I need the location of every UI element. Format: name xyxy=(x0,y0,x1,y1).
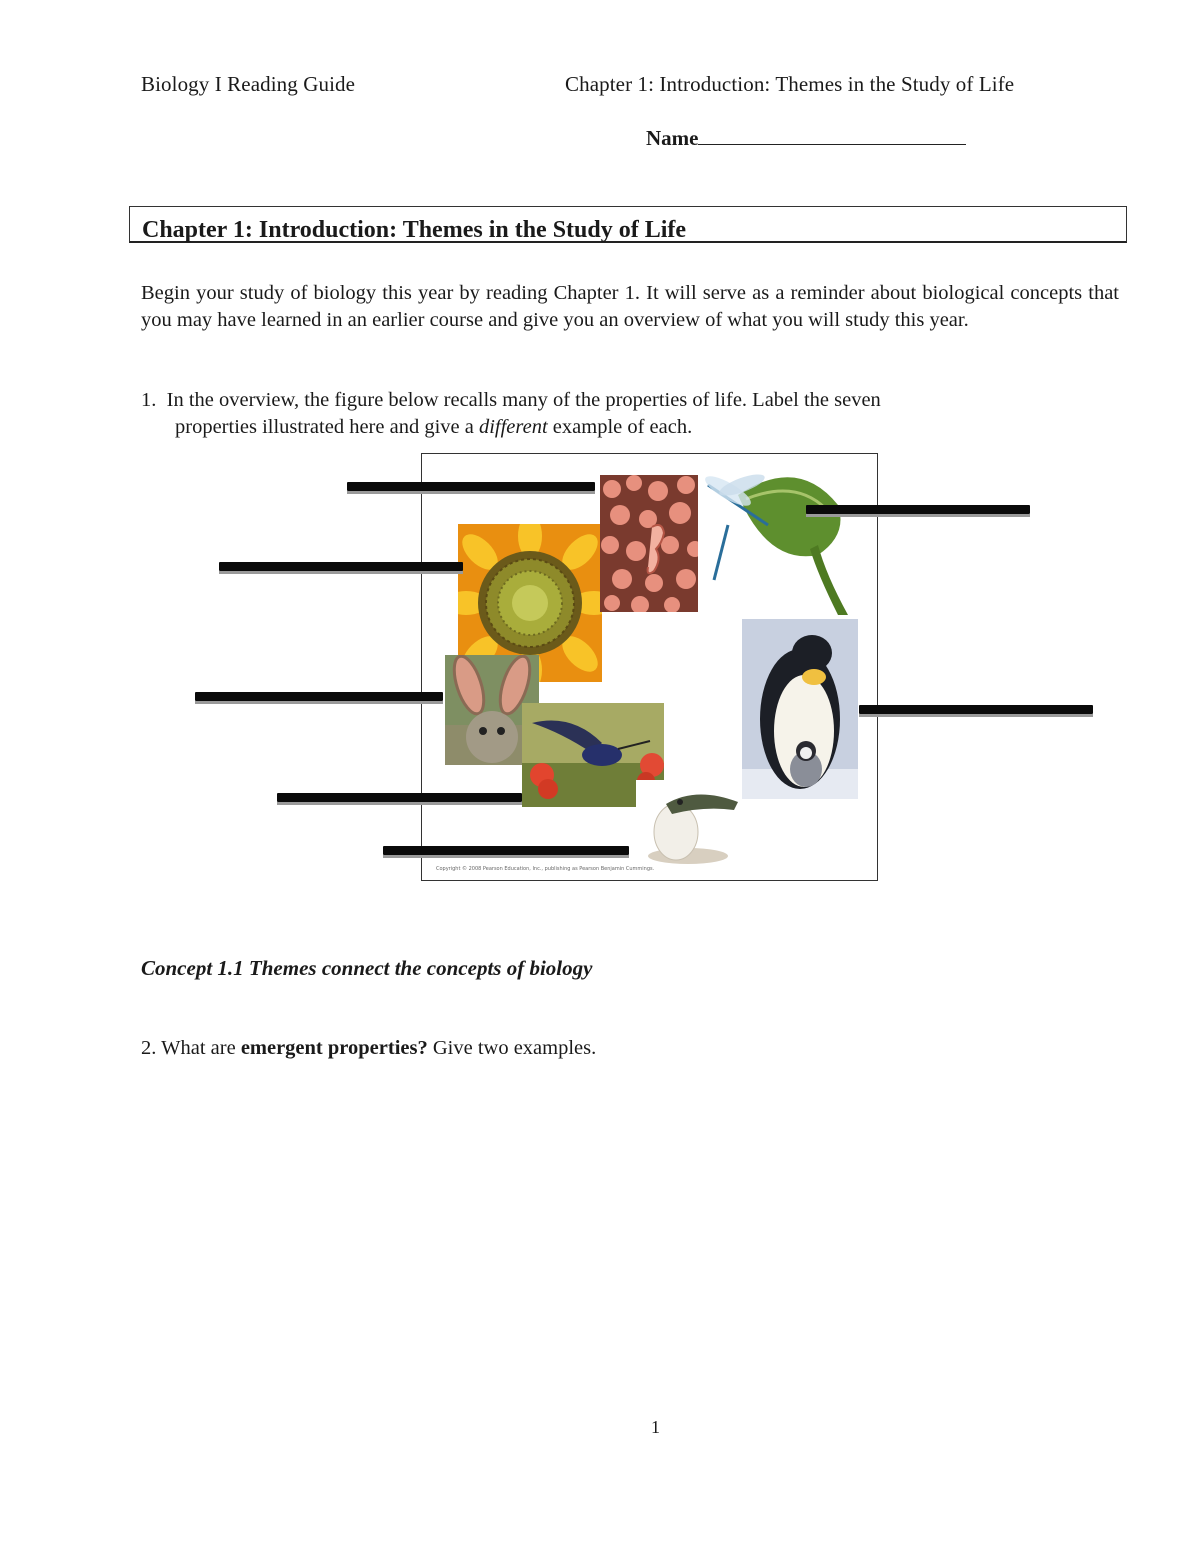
concept-heading: Concept 1.1 Themes connect the concepts of biology xyxy=(141,956,593,980)
label-blank-6[interactable] xyxy=(277,793,522,802)
question-2-prefix: What are xyxy=(161,1037,236,1059)
name-field[interactable] xyxy=(646,126,966,151)
label-blank-3[interactable] xyxy=(219,562,463,571)
label-blank-2[interactable] xyxy=(806,505,1030,514)
figure-copyright: Copyright © 2008 Pearson Education, Inc., publishing as Pearson Benjamin Cummings. xyxy=(436,866,655,872)
question-1-text-c: example of each. xyxy=(552,416,693,438)
question-1-text-b: properties illustrated here and give a xyxy=(175,416,474,438)
header-right: Chapter 1: Introduction: Themes in the Study of Life xyxy=(565,72,1015,96)
question-2 xyxy=(141,1037,596,1060)
intro-paragraph: Begin your study of biology this year by reading Chapter 1. It will serve as a reminder about biological concepts that you may have learned in an earlier course and give you an overview of what you will study this year. xyxy=(141,282,1119,331)
question-1 xyxy=(141,387,1051,441)
question-2-suffix: Give two examples. xyxy=(432,1037,597,1059)
seahorse-photo xyxy=(600,475,704,612)
question-1-emphasis: different xyxy=(478,416,548,438)
question-1-text-a: In the overview, the figure below recalls many of the properties of life. Label the seven xyxy=(166,389,881,411)
page-title: Chapter 1: Introduction: Themes in the Study of Life xyxy=(142,217,687,243)
label-blank-7[interactable] xyxy=(383,846,629,855)
question-1-number: 1. xyxy=(141,389,157,411)
label-blank-4[interactable] xyxy=(195,692,443,701)
question-2-term: emergent properties? xyxy=(240,1037,428,1059)
penguin-photo xyxy=(742,619,858,799)
label-blank-1[interactable] xyxy=(347,482,595,491)
question-2-number: 2. xyxy=(141,1037,157,1059)
name-label: Name xyxy=(646,126,699,150)
venus-flytrap-photo xyxy=(698,465,858,618)
page-number: 1 xyxy=(651,1417,660,1437)
header-left: Biology I Reading Guide xyxy=(141,72,356,96)
label-blank-5[interactable] xyxy=(859,705,1093,714)
crocodile-hatching-photo xyxy=(636,780,740,864)
name-blank[interactable] xyxy=(698,126,966,145)
